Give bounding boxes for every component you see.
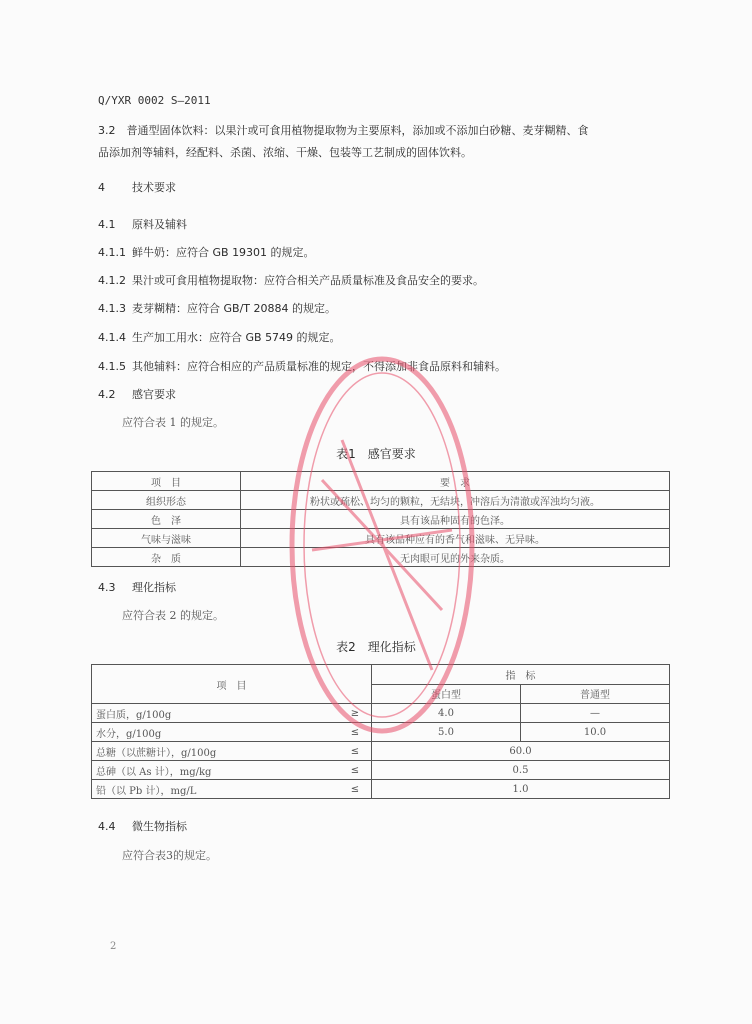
table-cell: 0.5 xyxy=(372,761,670,780)
section-4-2-number: 4.2 xyxy=(98,388,116,401)
item-number: 4.1.3 xyxy=(98,302,126,315)
section-4-4-number: 4.4 xyxy=(98,820,116,833)
item-4-1-5 xyxy=(98,360,506,374)
table-cell: 粉状或疏松、均匀的颗粒，无结块，冲溶后为清澈或浑浊均匀液。 xyxy=(241,491,670,510)
section-4-1-number: 4.1 xyxy=(98,218,116,231)
table-header-row xyxy=(92,665,670,685)
table-cell: ≤ xyxy=(339,723,372,742)
table-header-cell: 蛋白型 xyxy=(372,684,521,704)
table-cell: 气味与滋味 xyxy=(92,529,241,548)
table-cell: 1.0 xyxy=(372,780,670,799)
item-text: 其他辅料：应符合相应的产品质量标准的规定，不得添加非食品原料和辅料。 xyxy=(132,360,506,373)
section-4-3-title: 理化指标 xyxy=(132,581,176,594)
item-number: 4.1.4 xyxy=(98,331,126,344)
item-text: 生产加工用水：应符合 GB 5749 的规定。 xyxy=(132,331,341,344)
table-cell: 5.0 xyxy=(372,723,521,742)
table2-caption: 表2 理化指标 xyxy=(336,640,416,654)
table-cell: 10.0 xyxy=(521,723,670,742)
table-row xyxy=(92,742,670,761)
table-header-row xyxy=(92,472,670,491)
table-cell: 4.0 xyxy=(372,704,521,723)
para-3-2-line2: 品添加剂等辅料，经配料、杀菌、浓缩、干燥、包装等工艺制成的固体饮料。 xyxy=(98,146,472,159)
section-4-heading xyxy=(98,181,176,195)
table-cell: 蛋白质，g/100g xyxy=(92,704,340,723)
table-cell: 具有该品种应有的香气和滋味、无异味。 xyxy=(241,529,670,548)
table-cell: 色 泽 xyxy=(92,510,241,529)
section-4-3-heading xyxy=(98,581,176,595)
table-row xyxy=(92,548,670,567)
table-cell: ≥ xyxy=(339,704,372,723)
table-cell: 总糖（以蔗糖计），g/100g xyxy=(92,742,340,761)
section-4-4-heading xyxy=(98,820,187,834)
table-cell: 水分，g/100g xyxy=(92,723,340,742)
table-row xyxy=(92,529,670,548)
para-3-2-number: 3.2 xyxy=(98,124,116,137)
section-4-1-heading xyxy=(98,218,187,232)
table-cell: 具有该品种固有的色泽。 xyxy=(241,510,670,529)
section-4-number: 4 xyxy=(98,181,105,194)
item-4-1-1 xyxy=(98,246,315,260)
table1-caption: 表1 感官要求 xyxy=(336,447,416,461)
table-header-cell: 要 求 xyxy=(241,472,670,491)
item-4-1-3 xyxy=(98,302,336,316)
item-text: 果汁或可食用植物提取物：应符合相关产品质量标准及食品安全的要求。 xyxy=(132,274,484,287)
para-3-2-text: 普通型固体饮料：以果汁或可食用植物提取物为主要原料，添加或不添加白砂糖、麦芽糊精、食 xyxy=(126,124,589,137)
table-row xyxy=(92,491,670,510)
section-4-3-note: 应符合表 2 的规定。 xyxy=(122,609,224,622)
item-4-1-2 xyxy=(98,274,484,288)
table-row xyxy=(92,761,670,780)
section-4-1-title: 原料及辅料 xyxy=(132,218,187,231)
section-4-2-note: 应符合表 1 的规定。 xyxy=(122,416,224,429)
table-cell: 无肉眼可见的外来杂质。 xyxy=(241,548,670,567)
section-4-4-note: 应符合表3的规定。 xyxy=(122,849,217,862)
table-cell: ≤ xyxy=(339,780,372,799)
table-cell: 总砷（以 As 计），mg/kg xyxy=(92,761,340,780)
para-3-2-line1 xyxy=(98,124,589,138)
table-row xyxy=(92,704,670,723)
table-cell: 60.0 xyxy=(372,742,670,761)
item-number: 4.1.5 xyxy=(98,360,126,373)
table-cell: — xyxy=(521,704,670,723)
table-row xyxy=(92,510,670,529)
table-header-cell: 普通型 xyxy=(521,684,670,704)
section-4-title: 技术要求 xyxy=(132,181,176,194)
section-4-2-heading xyxy=(98,388,176,402)
table1-sensory xyxy=(91,471,670,567)
item-text: 麦芽糊精：应符合 GB/T 20884 的规定。 xyxy=(132,302,336,315)
table-header-cell: 项 目 xyxy=(92,472,241,491)
table-cell: 组织形态 xyxy=(92,491,241,510)
table-header-cell: 项 目 xyxy=(92,665,372,704)
item-number: 4.1.1 xyxy=(98,246,126,259)
table-cell: 杂 质 xyxy=(92,548,241,567)
table-row xyxy=(92,780,670,799)
table-cell: ≤ xyxy=(339,742,372,761)
table2-physicochemical xyxy=(91,664,670,799)
standard-code: Q/YXR 0002 S—2011 xyxy=(98,94,211,107)
section-4-4-title: 微生物指标 xyxy=(132,820,187,833)
table-cell: ≤ xyxy=(339,761,372,780)
table-cell: 铅（以 Pb 计），mg/L xyxy=(92,780,340,799)
table-row xyxy=(92,723,670,742)
item-text: 鲜牛奶：应符合 GB 19301 的规定。 xyxy=(132,246,315,259)
section-4-3-number: 4.3 xyxy=(98,581,116,594)
page-number: 2 xyxy=(110,941,117,952)
item-number: 4.1.2 xyxy=(98,274,126,287)
section-4-2-title: 感官要求 xyxy=(132,388,176,401)
table-header-cell: 指 标 xyxy=(372,665,670,685)
item-4-1-4 xyxy=(98,331,341,345)
